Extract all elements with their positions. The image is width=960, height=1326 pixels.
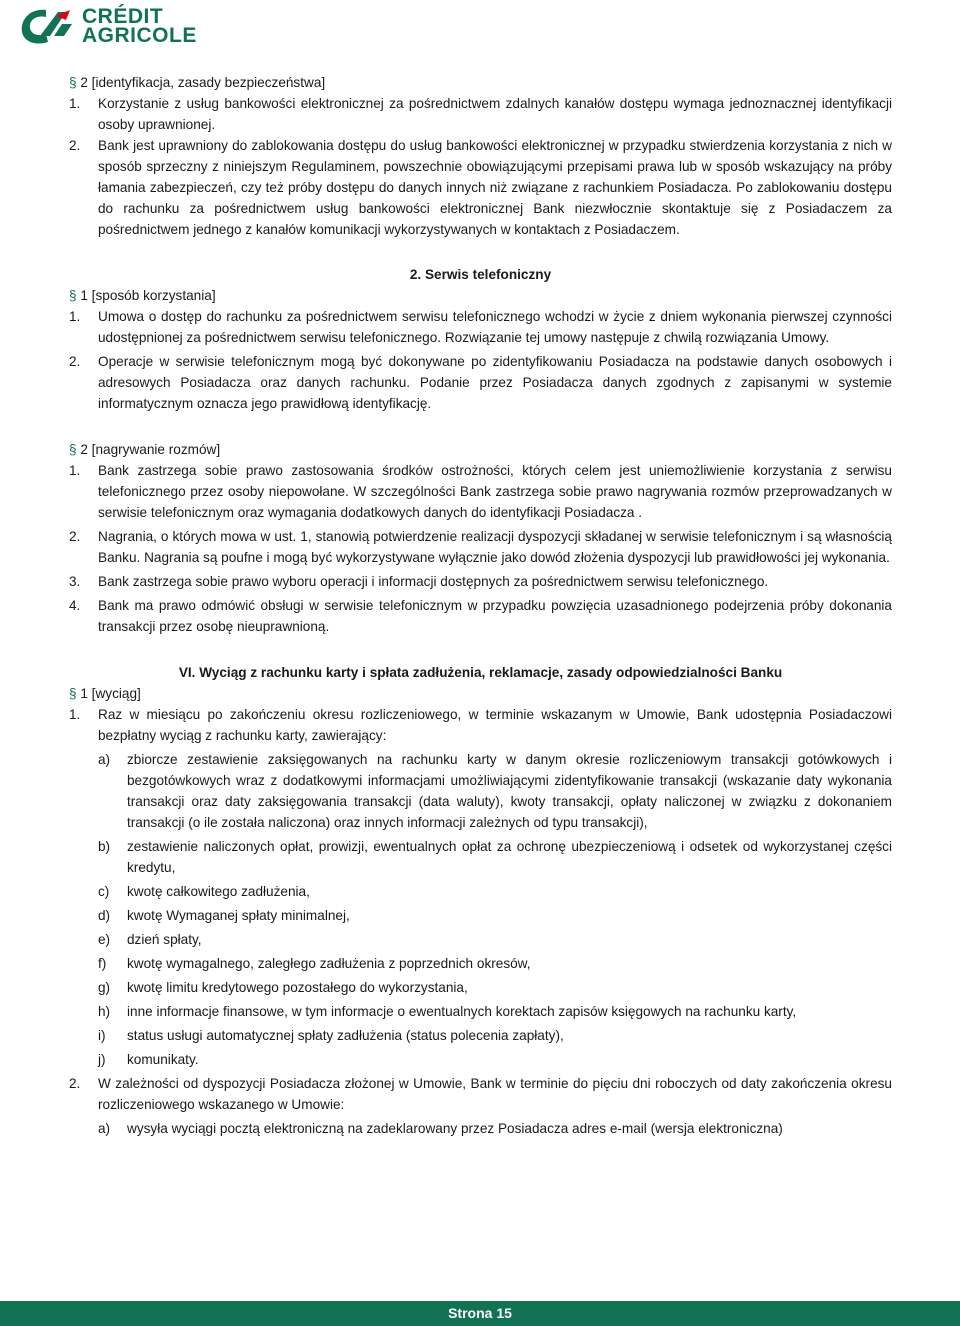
document-body: [69, 72, 892, 1139]
sub-list-item: h) inne informacje finansowe, w tym informacje o ewentualnych korektach zapisów księgowych na rachunku karty,: [98, 1004, 797, 1019]
sub-list-item: g) kwotę limitu kredytowego pozostałego do wykorzystania,: [98, 980, 468, 995]
list-item: 1. Umowa o dostęp do rachunku za pośrednictwem serwisu telefonicznego wchodzi w życie z dniem wykonania pierwszej czynności udostępnionej za pośrednictwem serwisu telefonicznego. Rozwiązanie tej umowy następuje z chwilą rozwiązania Umowy.: [69, 309, 892, 345]
list-item: 4. Bank ma prawo odmówić obsługi w serwisie telefonicznym w przypadku powzięcia uzasadnionego podejrzenia próby dokonania transakcji przez osobę nieuprawnioną.: [69, 598, 892, 634]
section-heading: § 1 [sposób korzystania]: [69, 288, 216, 303]
sub-list-item: d) kwotę Wymaganej spłaty minimalnej,: [98, 908, 350, 923]
chapter-heading: VI. Wyciąg z rachunku karty i spłata zadłużenia, reklamacje, zasady odpowiedzialności Banku: [178, 665, 783, 680]
list-item: 2. Bank jest uprawniony do zablokowania dostępu do usług bankowości elektronicznej w przypadku stwierdzenia korzystania z nich w sposób sprzeczny z niniejszym Regulaminem, powszechnie obowiązującymi przepisami prawa lub w sposób wskazujący na próby łamania zabezpieczeń, czy też próby dostępu do danych innych niż związane z rachunkiem Posiadacza. Po zablokowaniu dostępu do rachunku za pośrednictwem usług bankowości elektronicznej Bank niezwłocznie skontaktuje się z Posiadaczem za pośrednictwem jednego z kanałów komunikacji wykorzystywanych w kontaktach z Posiadaczem.: [69, 138, 892, 237]
section-sign: §: [69, 75, 77, 90]
logo-line-1: CRÉDIT: [82, 5, 164, 28]
sub-list-item: c) kwotę całkowitego zadłużenia,: [98, 884, 310, 899]
list-item: 1. Bank zastrzega sobie prawo zastosowania środków ostrożności, których celem jest uniemożliwienie korzystania z serwisu telefonicznego przez osoby niepowołane. W szczególności Bank zastrzega sobie prawo nagrywania rozmów przeprowadzanych w serwisie telefonicznym oraz wymagania dodatkowych danych do identyfikacji Posiadacza .: [69, 463, 892, 520]
sub-list-item: a) wysyła wyciągi pocztą elektroniczną na zadeklarowany przez Posiadacza adres e-mail (wersja elektroniczna): [98, 1121, 783, 1136]
sub-list-item: b) zestawienie naliczonych opłat, prowizji, ewentualnych opłat za ochronę ubezpieczeniową i odsetek od wykorzystanej części kredytu,: [98, 839, 892, 875]
list-item: 1. Korzystanie z usług bankowości elektronicznej za pośrednictwem zdalnych kanałów dostępu wymaga jednoznacznej identyfikacji osoby uprawnionej.: [69, 96, 892, 132]
section-heading: § 2 [nagrywanie rozmów]: [69, 442, 221, 457]
list-item: 3. Bank zastrzega sobie prawo wyboru operacji i informacji dostępnych za pośrednictwem serwisu telefonicznego.: [69, 574, 769, 589]
sub-list-item: a) zbiorcze zestawienie zaksięgowanych na rachunku karty w danym okresie rozliczeniowym transakcji gotówkowych i bezgotówkowych wraz z dodatkowymi informacjami umożliwiającymi zidentyfikowanie transakcji (wskazanie daty wykonania transakcji oraz daty zaksięgowania transakcji (data waluty), kwoty transakcji, opłaty naliczonej w związku z dokonaniem transakcji (o ile została naliczona) oraz innych informacji zależnych od typu transakcji),: [98, 752, 892, 830]
logo-wordmark: [82, 7, 197, 45]
list-item: 2. Nagrania, o których mowa w ust. 1, stanowią potwierdzenie realizacji dyspozycji składanej w serwisie telefonicznym i są własnością Banku. Nagrania są poufne i mogą być wykorzystywane wyłącznie jako dowód złożenia dyspozycji lub prawidłowości jej wykonania.: [69, 529, 892, 565]
section-heading: § 2 [identyfikacja, zasady bezpieczeństwa]: [69, 75, 326, 90]
sub-list-item: f) kwotę wymagalnego, zaległego zadłużenia z poprzednich okresów,: [98, 956, 531, 971]
logo-line-2: AGRICOLE: [82, 24, 197, 47]
sub-list-item: e) dzień spłaty,: [98, 932, 202, 947]
page-footer: [0, 1301, 960, 1326]
list-item: 2. W zależności od dyspozycji Posiadacza złożonej w Umowie, Bank w terminie do pięciu dni roboczych od daty zakończenia okresu rozliczeniowego wskazanego w Umowie:: [69, 1076, 892, 1112]
logo: [16, 4, 197, 48]
chapter-heading: 2. Serwis telefoniczny: [409, 267, 552, 282]
credit-agricole-logo-icon: [16, 6, 76, 46]
page-number: Strona 15: [448, 1305, 512, 1321]
section-heading: § 1 [wyciąg]: [69, 686, 141, 701]
sub-list-item: j) komunikaty.: [98, 1052, 199, 1067]
list-item: 1. Raz w miesiącu po zakończeniu okresu rozliczeniowego, w terminie wskazanym w Umowie, Bank udostępnia Posiadaczowi bezpłatny wyciąg z rachunku karty, zawierający:: [69, 707, 892, 743]
sub-list-item: i) status usługi automatycznej spłaty zadłużenia (status polecenia zapłaty),: [98, 1028, 564, 1043]
list-item: 2. Operacje w serwisie telefonicznym mogą być dokonywane po zidentyfikowaniu Posiadacza na podstawie danych osobowych i adresowych Posiadacza oraz danych rachunku. Podanie przez Posiadacza danych zgodnych z zapisanymi w systemie informatycznym oznacza jego prawidłową identyfikację.: [69, 354, 892, 411]
